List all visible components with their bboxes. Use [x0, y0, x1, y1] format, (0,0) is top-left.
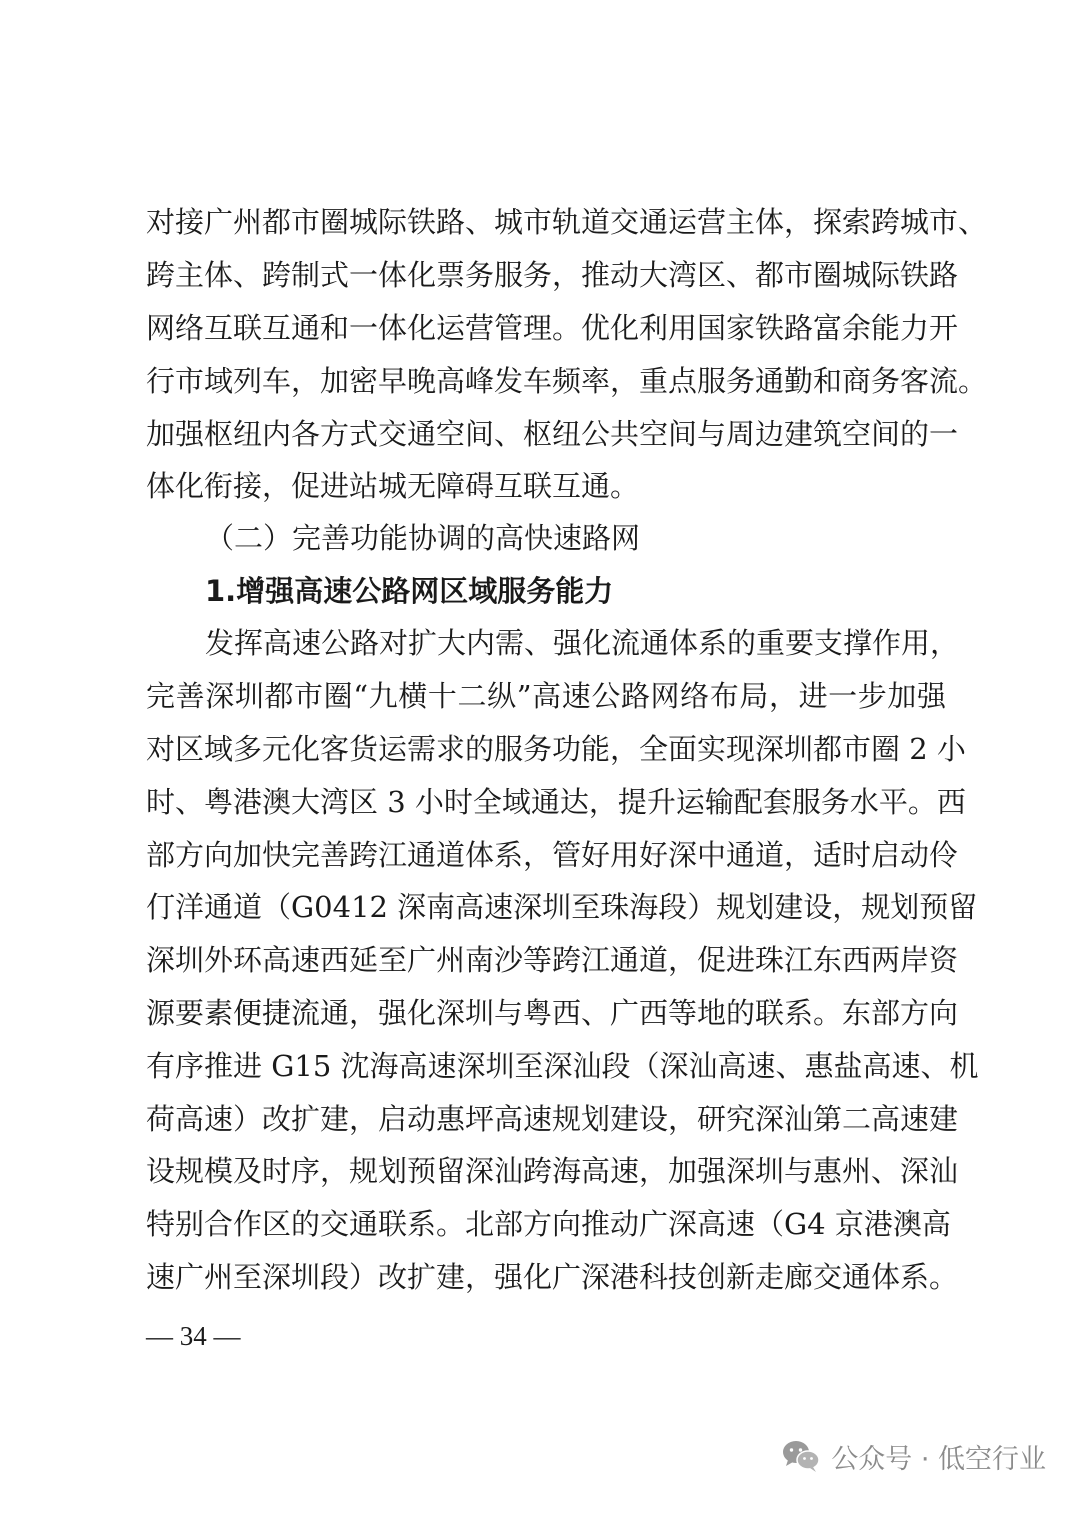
paragraph-line: 时、粤港澳大湾区 3 小时全域通达，提升运输配套服务水平。西: [146, 785, 966, 819]
paragraph-line: 完善深圳都市圈“九横十二纵”高速公路网络布局，进一步加强: [146, 679, 946, 713]
paragraph-line: 有序推进 G15 沈海高速深圳至深汕段（深汕高速、惠盐高速、机: [146, 1049, 979, 1083]
paragraph-line: 源要素便捷流通，强化深圳与粤西、广西等地的联系。东部方向: [146, 996, 959, 1030]
paragraph-line: 发挥高速公路对扩大内需、强化流通体系的重要支撑作用，: [205, 626, 960, 660]
paragraph-line: 对接广州都市圈城际铁路、城市轨道交通运营主体，探索跨城市、: [146, 205, 988, 239]
paragraph-line: 网络互联互通和一体化运营管理。优化利用国家铁路富余能力开: [146, 311, 959, 345]
section-heading: （二）完善功能协调的高快速路网: [205, 521, 641, 555]
paragraph-line: 体化衔接，促进站城无障碍互联互通。: [146, 469, 640, 503]
paragraph-line: 设规模及时序，规划预留深汕跨海高速，加强深圳与惠州、深汕: [146, 1154, 959, 1188]
page-number: — 34 —: [146, 1321, 241, 1351]
paragraph-line: 行市域列车，加密早晚高峰发车频率，重点服务通勤和商务客流。: [146, 364, 988, 398]
paragraph-line: 特别合作区的交通联系。北部方向推动广深高速（G4 京港澳高: [146, 1207, 951, 1241]
wechat-icon: [781, 1439, 821, 1473]
paragraph-line: 速广州至深圳段）改扩建，强化广深港科技创新走廊交通体系。: [146, 1260, 959, 1294]
paragraph-line: 深圳外环高速西延至广州南沙等跨江通道，促进珠江东西两岸资: [146, 943, 959, 977]
paragraph-line: 仃洋通道（G0412 深南高速深圳至珠海段）规划建设，规划预留: [146, 890, 978, 924]
paragraph-line: 部方向加快完善跨江通道体系，管好用好深中通道，适时启动伶: [146, 838, 959, 872]
paragraph-line: 跨主体、跨制式一体化票务服务，推动大湾区、都市圈城际铁路: [146, 258, 959, 292]
subsection-heading: 1.增强高速公路网区域服务能力: [205, 574, 614, 608]
paragraph-line: 荷高速）改扩建，启动惠坪高速规划建设，研究深汕第二高速建: [146, 1102, 959, 1136]
paragraph-line: 对区域多元化客货运需求的服务功能，全面实现深圳都市圈 2 小: [146, 732, 966, 766]
paragraph-line: 加强枢纽内各方式交通空间、枢纽公共空间与周边建筑空间的一: [146, 417, 959, 451]
watermark: [781, 1436, 1046, 1476]
watermark-text: 公众号 · 低空行业: [831, 1443, 1046, 1475]
